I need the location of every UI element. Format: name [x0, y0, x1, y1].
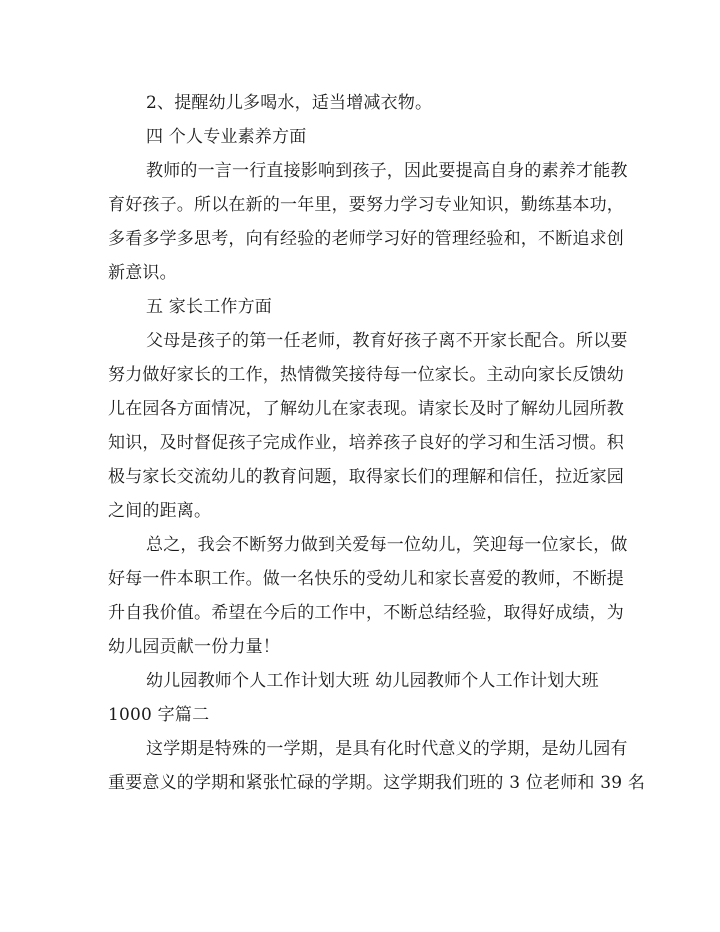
- paragraph-line: 知识，及时督促孩子完成作业，培养孩子良好的学习和生活习惯。积: [108, 433, 624, 453]
- paragraph-line: 极与家长交流幼儿的教育问题，取得家长们的理解和信任，拉近家园: [108, 467, 624, 487]
- article-title-line: 幼儿园教师个人工作计划大班 幼儿园教师个人工作计划大班: [146, 671, 599, 691]
- paragraph-line: 父母是孩子的第一任老师，教育好孩子离不开家长配合。所以要: [146, 331, 628, 351]
- section-heading-professional: 四 个人专业素养方面: [146, 127, 307, 147]
- paragraph-line: 教师的一言一行直接影响到孩子，因此要提高自身的素养才能教: [146, 161, 628, 181]
- paragraph-line: 重要意义的学期和紧张忙碌的学期。这学期我们班的 3 位老师和 39 名: [108, 773, 646, 793]
- article-title-line: 1000 字篇二: [108, 705, 210, 725]
- section-heading-parents: 五 家长工作方面: [146, 297, 273, 317]
- paragraph-line: 育好孩子。所以在新的一年里，要努力学习专业知识，勤练基本功，: [108, 195, 624, 215]
- paragraph-line: 这学期是特殊的一学期，是具有化时代意义的学期，是幼儿园有: [146, 739, 628, 759]
- paragraph-line: 新意识。: [108, 263, 177, 283]
- paragraph-line: 努力做好家长的工作，热情微笑接待每一位家长。主动向家长反馈幼: [108, 365, 624, 385]
- paragraph-line: 总之，我会不断努力做到关爱每一位幼儿，笑迎每一位家长，做: [146, 535, 628, 555]
- paragraph-line: 儿在园各方面情况，了解幼儿在家表现。请家长及时了解幼儿园所教: [108, 399, 624, 419]
- paragraph-line: 之间的距离。: [108, 501, 212, 521]
- paragraph-line: 好每一件本职工作。做一名快乐的受幼儿和家长喜爱的教师，不断提: [108, 569, 624, 589]
- paragraph-line: 升自我价值。希望在今后的工作中，不断总结经验，取得好成绩，为: [108, 603, 624, 623]
- paragraph-line: 幼儿园贡献一份力量！: [108, 637, 280, 657]
- document-page: [108, 92, 646, 806]
- paragraph-line: 多看多学多思考，向有经验的老师学习好的管理经验和，不断追求创: [108, 229, 624, 249]
- list-item-drink-water: 2、提醒幼儿多喝水，适当增减衣物。: [146, 93, 433, 113]
